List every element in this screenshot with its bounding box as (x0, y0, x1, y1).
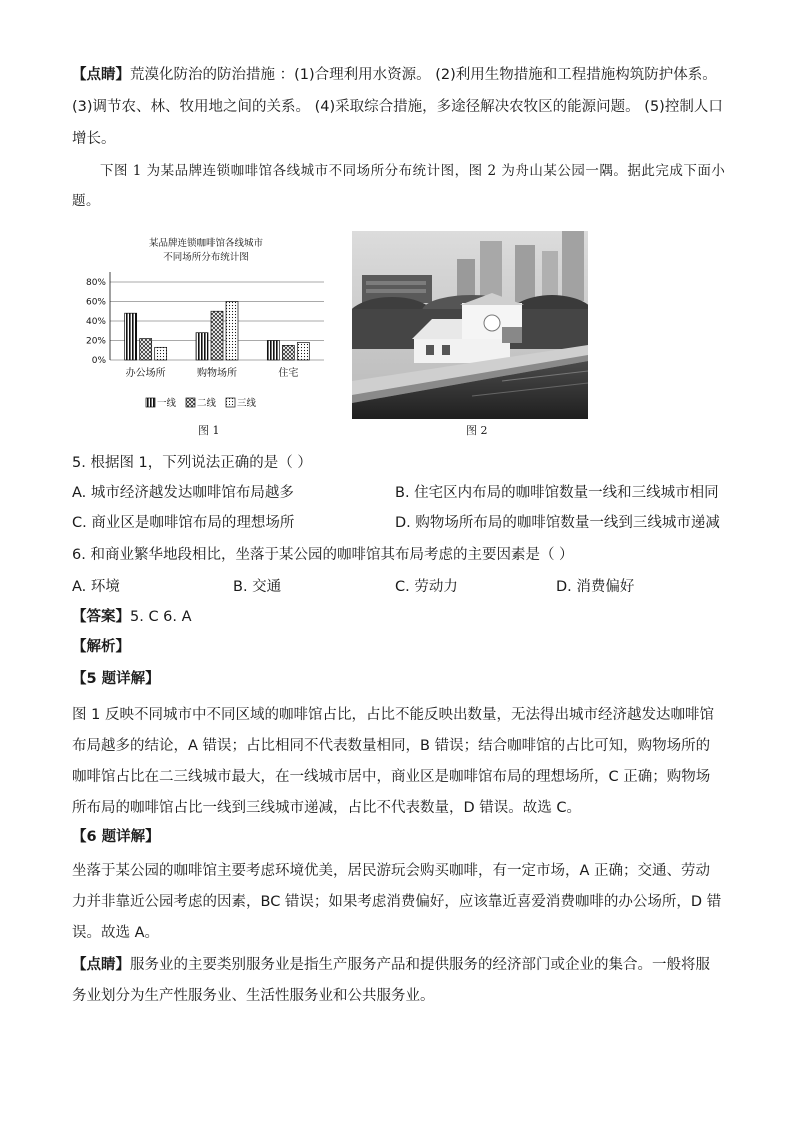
chart-y-tick-label: 80% (85, 278, 106, 288)
tip-paragraph-line-3: 增长。 (72, 131, 116, 147)
chart-legend-swatch (226, 398, 235, 407)
tip-paragraph-line-2: (3)调节农、林、牧用地之间的关系。 (4)采取综合措施，多途径解决农牧区的能源问题。 (5)控制人口 (72, 99, 723, 115)
chart-category-label: 办公场所 (125, 368, 166, 379)
detail-6-tag: 【6 题详解】 (72, 829, 160, 845)
figure-2-park-photo (352, 231, 588, 419)
tip-tag: 【点睛】 (72, 67, 130, 83)
chart-bar (226, 302, 238, 361)
figure-1-chart (72, 226, 340, 422)
analysis-tag: 【解析】 (72, 639, 130, 655)
chart-bar (140, 339, 152, 360)
chart-bar (282, 345, 294, 360)
chart-bar (155, 347, 167, 360)
question-6-stem: 6. 和商业繁华地段相比，坐落于某公园的咖啡馆其布局考虑的主要因素是（ ） (72, 547, 574, 563)
chart-legend-label: 三线 (237, 398, 257, 409)
chart-category-label: 住宅 (278, 368, 299, 379)
chart-y-tick-label: 60% (85, 297, 106, 308)
question-5-option-b: B. 住宅区内布局的咖啡馆数量一线和三线城市相同 (395, 485, 719, 501)
answer-tag: 【答案】 (72, 609, 130, 625)
chart-title-line-1: 某品牌连锁咖啡馆各线城市 (148, 238, 264, 249)
tip-2-paragraph (72, 950, 722, 1012)
question-6-option-a: A. 环境 (72, 579, 120, 595)
chart-bar (267, 341, 279, 361)
question-6-option-b: B. 交通 (233, 579, 282, 595)
answer-line (72, 606, 722, 628)
chart-y-tick-label: 20% (85, 336, 106, 347)
tip-text: 荒漠化防治的防治措施 ：(1)合理利用水资源。 (2)利用生物措施和工程措施构筑防护体系。 (130, 67, 717, 83)
chart-bar (211, 311, 223, 360)
question-6-option-d: D. 消费偏好 (556, 579, 635, 595)
chart-legend-swatch (146, 398, 155, 407)
question-5-option-d: D. 购物场所布局的咖啡馆数量一线到三线城市递减 (395, 515, 720, 531)
chart-bar (297, 342, 309, 360)
figure-2-caption: 图 2 (466, 424, 488, 437)
tip-paragraph-line-1 (72, 64, 722, 86)
chart-legend-swatch (186, 398, 195, 407)
tip-2-tag: 【点睛】 (72, 957, 130, 973)
chart-y-tick-label: 0% (91, 356, 106, 366)
chart-title-line-2: 不同场所分布统计图 (163, 252, 249, 263)
detail-5-text: 图 1 反映不同城市中不同区域的咖啡馆占比，占比不能反映出数量，无法得出城市经济越发达咖啡馆布局越多的结论，A 错误；占比相同不代表数量相同，B 错误；结合咖啡馆的占比可知，购物场所的咖啡馆占比在二三线城市最大，在一线城市居中，商业区是咖啡馆布局的理想场所，C 正确；购物场所布局的咖啡馆占比一线到三线城市递减，占比不代表数量，D 错误。故选 C。 (72, 707, 714, 816)
detail-5-tag: 【5 题详解】 (72, 671, 160, 687)
answer-text: 5. C 6. A (130, 609, 192, 625)
detail-6-text: 坐落于某公园的咖啡馆主要考虑环境优美，居民游玩会购买咖啡，有一定市场，A 正确；交通、劳动力并非靠近公园考虑的因素，BC 错误；如果考虑消费偏好，应该靠近喜爱消费咖啡的办公场所，D 错误。故选 A。 (72, 863, 722, 941)
question-6-option-c: C. 劳动力 (395, 579, 458, 595)
chart-y-tick-label: 40% (85, 317, 106, 327)
question-5-option-a: A. 城市经济越发达咖啡馆布局越多 (72, 485, 294, 501)
chart-legend-label: 一线 (157, 398, 177, 409)
figure-1-caption: 图 1 (198, 424, 220, 437)
intro-line-1: 下图 1 为某品牌连锁咖啡馆各线城市不同场所分布统计图，图 2 为舟山某公园一隅。据此完成下面小 (100, 163, 726, 179)
tip-2-text: 服务业的主要类别服务业是指生产服务产品和提供服务的经济部门或企业的集合。一般将服务业划分为生产性服务业、生活性服务业和公共服务业。 (72, 957, 710, 1004)
chart-bar (196, 333, 208, 360)
intro-line-2: 题。 (72, 193, 100, 209)
chart-category-label: 购物场所 (197, 368, 237, 379)
chart-bar (125, 313, 137, 360)
chart-legend-label: 二线 (197, 398, 217, 409)
question-5-option-c: C. 商业区是咖啡馆布局的理想场所 (72, 515, 295, 531)
question-5-stem: 5. 根据图 1，下列说法正确的是（ ） (72, 455, 312, 471)
